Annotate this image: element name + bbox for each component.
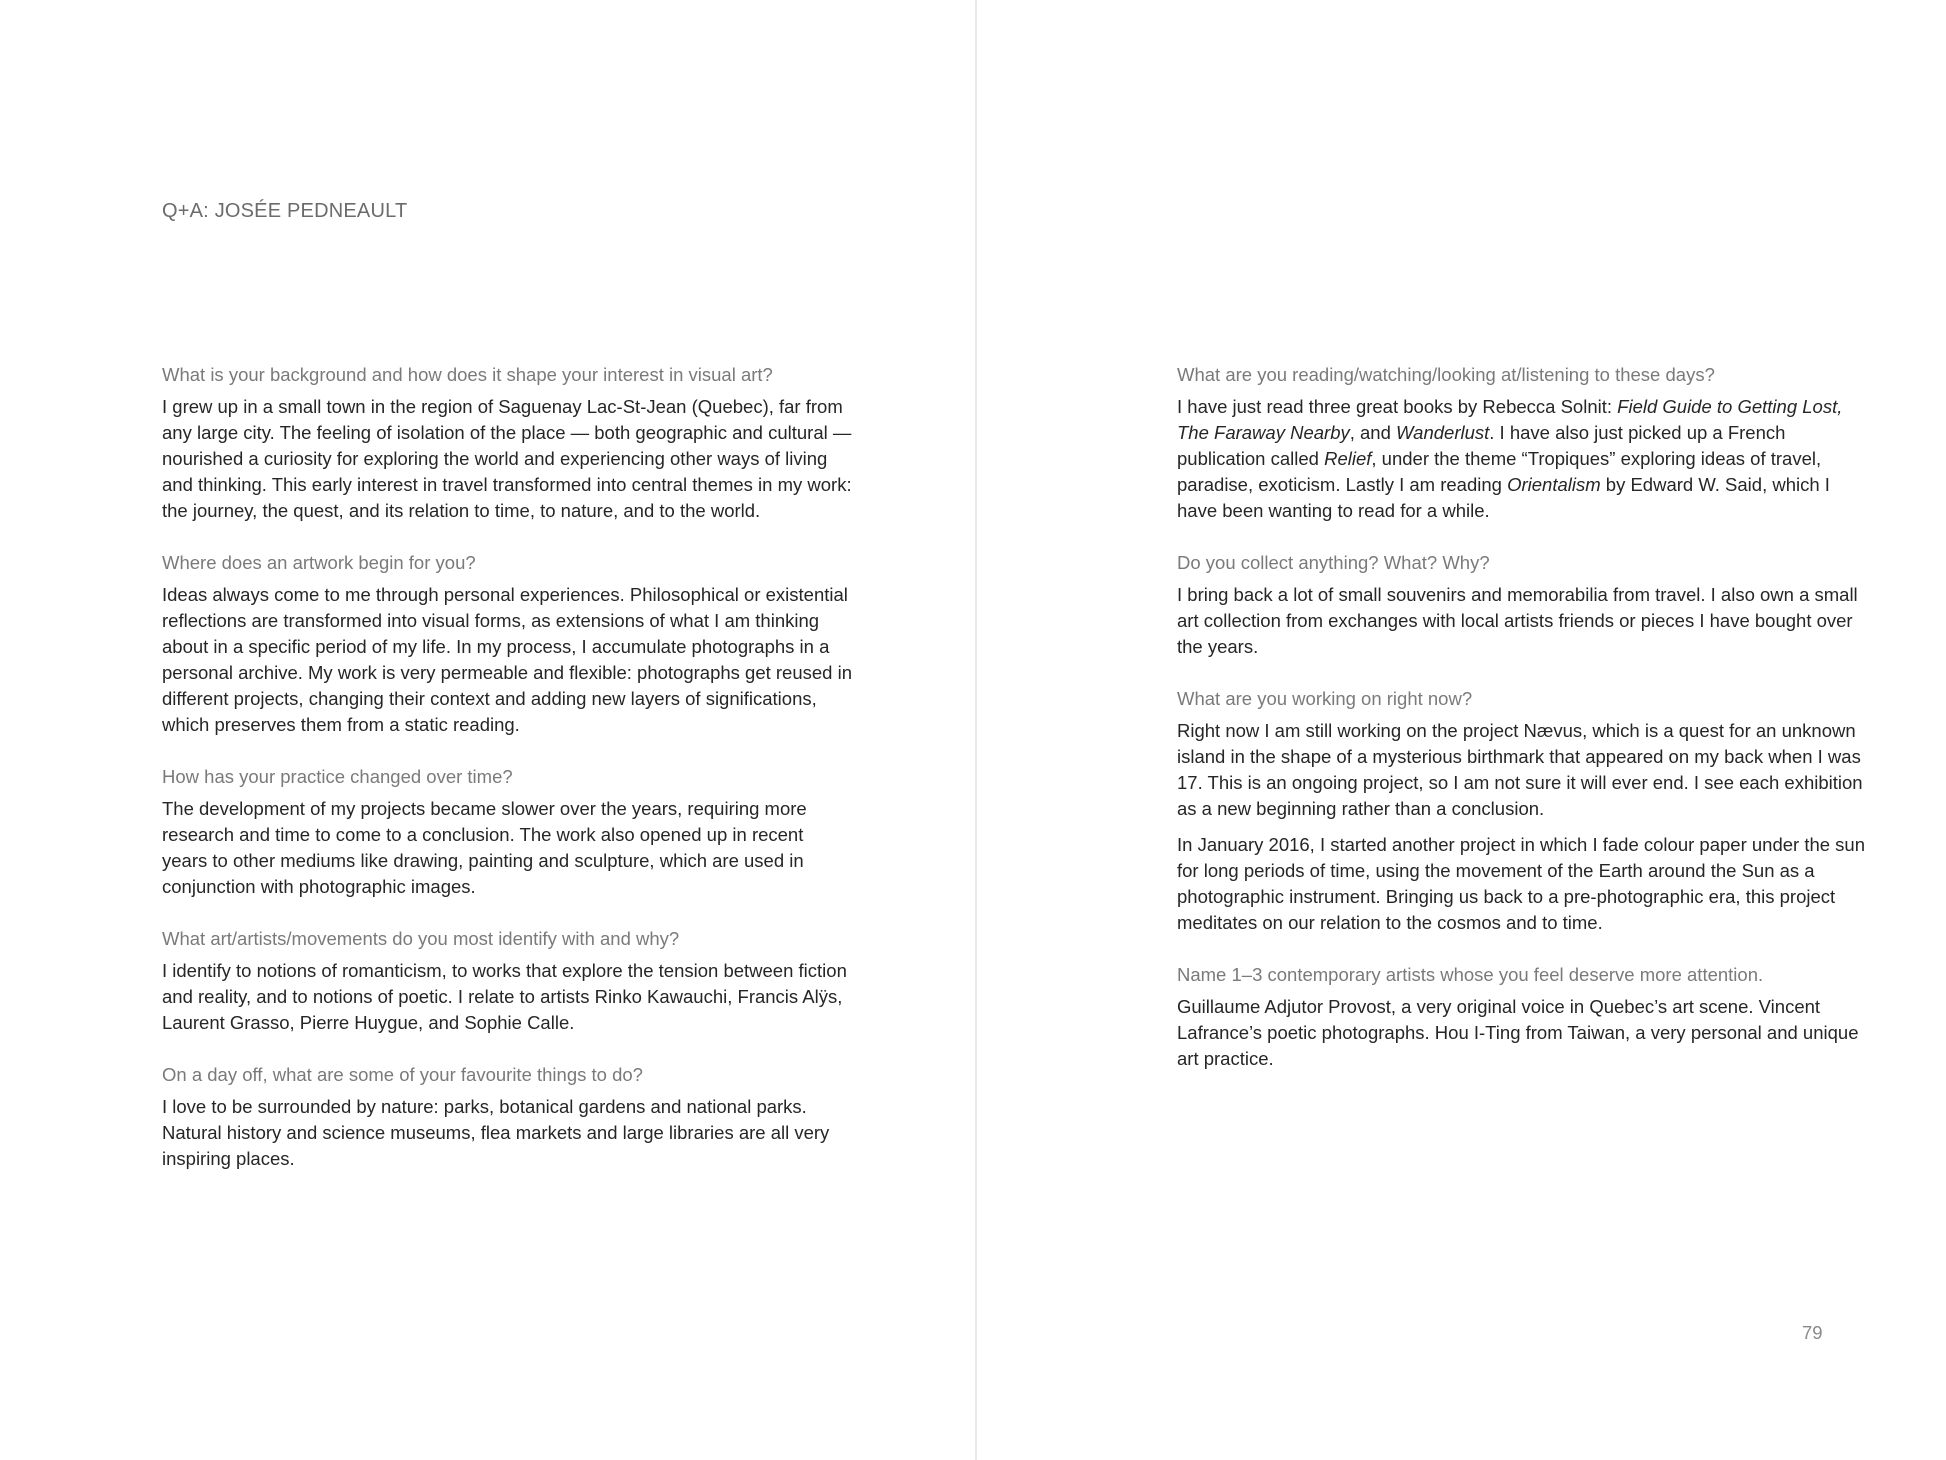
answer-text: by Edward W. Said, which I have been wanting to read for a while. (1177, 474, 1830, 521)
answer: I grew up in a small town in the region of Saguenay Lac-St-Jean (Quebec), far from any large city. The feeling of isolation of the place — both geographic and cultural — nourished a curiosity for exploring the world and experiencing other ways of living and thinking. This early interest in travel transformed into central themes in my work: the journey, the quest, and its relation to time, to nature, and to the world. (162, 396, 852, 521)
question: What are you working on right now? (1177, 688, 1473, 709)
qa-identify-with (162, 926, 852, 1036)
question: Name 1–3 contemporary artists whose you feel deserve more attention. (1177, 964, 1764, 985)
answer: I bring back a lot of small souvenirs and memorabilia from travel. I also own a small art collection from exchanges with local artists friends or pieces I have bought over the years. (1177, 584, 1858, 657)
answer: I identify to notions of romanticism, to works that explore the tension between fiction and reality, and to notions of poetic. I relate to artists Rinko Kawauchi, Francis Alÿs, Laurent Grasso, Pierre Huygue, and Sophie Calle. (162, 960, 847, 1033)
book-title: Wanderlust (1396, 422, 1490, 443)
qa-background (162, 362, 852, 524)
answer: Guillaume Adjutor Provost, a very original voice in Quebec’s art scene. Vincent Lafrance’s poetic photographs. Hou I-Ting from Taiwan, a very personal and unique art practice. (1177, 996, 1859, 1069)
answer: Right now I am still working on the project Nævus, which is a quest for an unknown island in the shape of a mysterious birthmark that appeared on my back when I was 17. This is an ongoing project, so I am not sure it will ever end. I see each exhibition as a new beginning rather than a conclusion. (1177, 720, 1863, 819)
question: What is your background and how does it shape your interest in visual art? (162, 364, 773, 385)
qa-practice-change (162, 764, 852, 900)
answer-text: . I have also just picked up a French publication called (1177, 422, 1786, 469)
answer-text: , under the theme “Tropiques” exploring ideas of travel, paradise, exoticism. Lastly I am reading (1177, 448, 1822, 495)
question: Where does an artwork begin for you? (162, 552, 476, 573)
publication-title: Relief (1324, 448, 1372, 469)
question: How has your practice changed over time? (162, 766, 513, 787)
qa-day-off (162, 1062, 852, 1172)
answer: I love to be surrounded by nature: parks, botanical gardens and national parks. Natural history and science museums, flea markets and large libraries are all very inspiring places. (162, 1096, 830, 1169)
question: What are you reading/watching/looking at/listening to these days? (1177, 364, 1715, 385)
page-gutter (975, 0, 977, 1460)
answer-text: I have just read three great books by Rebecca Solnit: (1177, 396, 1618, 417)
answer: Ideas always come to me through personal experiences. Philosophical or existential reflections are transformed into visual forms, as extensions of what I am thinking about in a specific period of my life. In my process, I accumulate photographs in a personal archive. My work is very permeable and flexible: photographs get reused in different projects, changing their context and adding new layers of significations, which preserves them from a static reading. (162, 584, 853, 735)
left-column (162, 362, 852, 1198)
page-number: 79 (1802, 1322, 1823, 1343)
question: On a day off, what are some of your favourite things to do? (162, 1064, 643, 1085)
qa-contemporary-artists (1177, 962, 1867, 1072)
question: What art/artists/movements do you most identify with and why? (162, 928, 680, 949)
answer: In January 2016, I started another project in which I fade colour paper under the sun for long periods of time, using the movement of the Earth around the Sun as a photographic instrument. Bringing us back to a pre-photographic era, this project meditates on our relation to the cosmos and to time. (1177, 834, 1866, 933)
qa-artwork-begin (162, 550, 852, 738)
right-column (1177, 362, 1867, 1098)
answer: The development of my projects became slower over the years, requiring more research and time to come to a conclusion. The work also opened up in recent years to other mediums like drawing, painting and sculpture, which are used in conjunction with photographic images. (162, 798, 807, 897)
book-title: Orientalism (1507, 474, 1601, 495)
qa-collect (1177, 550, 1867, 660)
book-title: Field Guide to Getting Lost, The Faraway Nearby (1177, 396, 1843, 443)
question: Do you collect anything? What? Why? (1177, 552, 1490, 573)
page-header: Q+A: JOSÉE PEDNEAULT (162, 200, 408, 222)
qa-reading (1177, 362, 1867, 524)
qa-working-on (1177, 686, 1867, 936)
answer-text: , and (1349, 422, 1397, 443)
answer (1177, 394, 1867, 524)
